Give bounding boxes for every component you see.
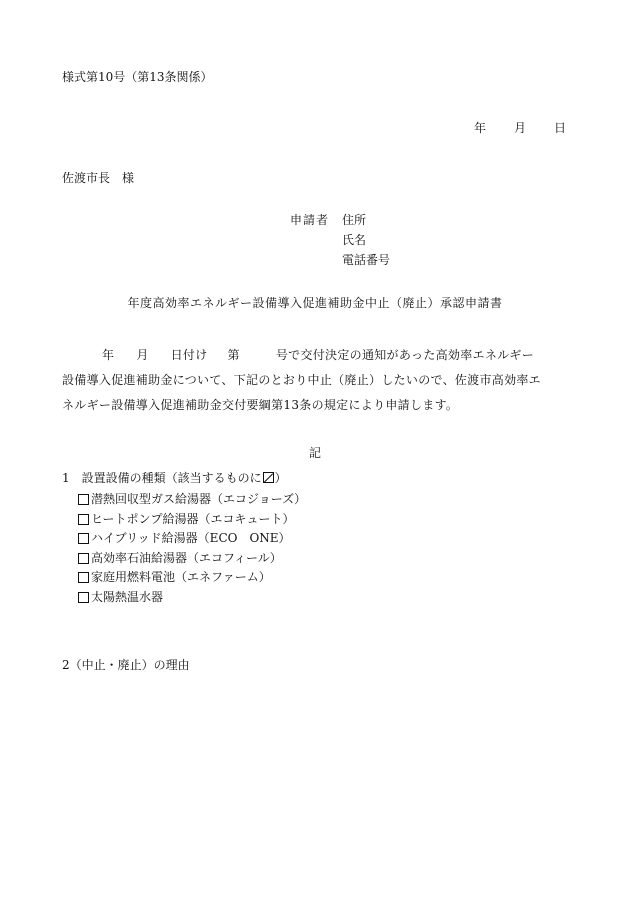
document-title: 年度高効率エネルギー設備導入促進補助金中止（廃止）承認申請書 (127, 296, 503, 310)
checklist-item[interactable]: 潜熱回収型ガス給湯器（エコジョーズ） (78, 490, 306, 510)
section-equipment-type (62, 468, 306, 607)
body-month: 月 (136, 348, 149, 362)
body-year: 年 (102, 348, 115, 362)
date-day: 日 (553, 121, 566, 135)
section2-heading: 2（中止・廃止）の理由 (62, 658, 190, 672)
section1-heading: 1 設置設備の種類（該当するものに ） (62, 471, 287, 485)
body-line-2: 設備導入促進補助金について、下記のとおり中止（廃止）したいので、佐渡市高効率エ (62, 373, 541, 387)
checkbox-icon[interactable] (78, 514, 89, 525)
date-line (474, 119, 566, 136)
checklist-item[interactable]: 高効率石油給湯器（エコフィール） (78, 549, 306, 569)
body-line-3: ネルギー設備導入促進補助金交付要綱第13条の規定により申請します。 (62, 398, 459, 412)
date-month: 月 (513, 121, 526, 135)
form-number: 様式第10号（第13条関係） (62, 70, 213, 84)
checked-box-icon (263, 472, 274, 483)
addressee: 佐渡市長 様 (62, 171, 135, 185)
phone-label: 電話番号 (342, 253, 391, 267)
applicant-heading: 申請者 (290, 213, 330, 227)
body-dai: 第 (227, 348, 240, 362)
checklist-item[interactable]: 太陽熱温水器 (78, 588, 306, 608)
equipment-checklist (78, 490, 306, 607)
date-year: 年 (473, 121, 486, 135)
checkbox-icon[interactable] (78, 572, 89, 583)
checklist-item[interactable]: ハイブリッド給湯器（ECO ONE） (78, 529, 306, 549)
body-paragraph (62, 343, 562, 418)
checkbox-icon[interactable] (78, 494, 89, 505)
checkbox-icon[interactable] (78, 533, 89, 544)
body-day: 日付け (170, 348, 208, 362)
body-line1-rest: 号で交付決定の通知があった高効率エネルギー (275, 348, 535, 362)
checkbox-icon[interactable] (78, 592, 89, 603)
address-label: 住所 (342, 213, 367, 227)
ki-heading: 記 (308, 446, 321, 460)
checklist-item[interactable]: ヒートポンプ給湯器（エコキュート） (78, 510, 306, 530)
checkbox-icon[interactable] (78, 553, 89, 564)
name-label: 氏名 (342, 233, 367, 247)
applicant-block (290, 210, 390, 270)
checklist-item[interactable]: 家庭用燃料電池（エネファーム） (78, 568, 306, 588)
